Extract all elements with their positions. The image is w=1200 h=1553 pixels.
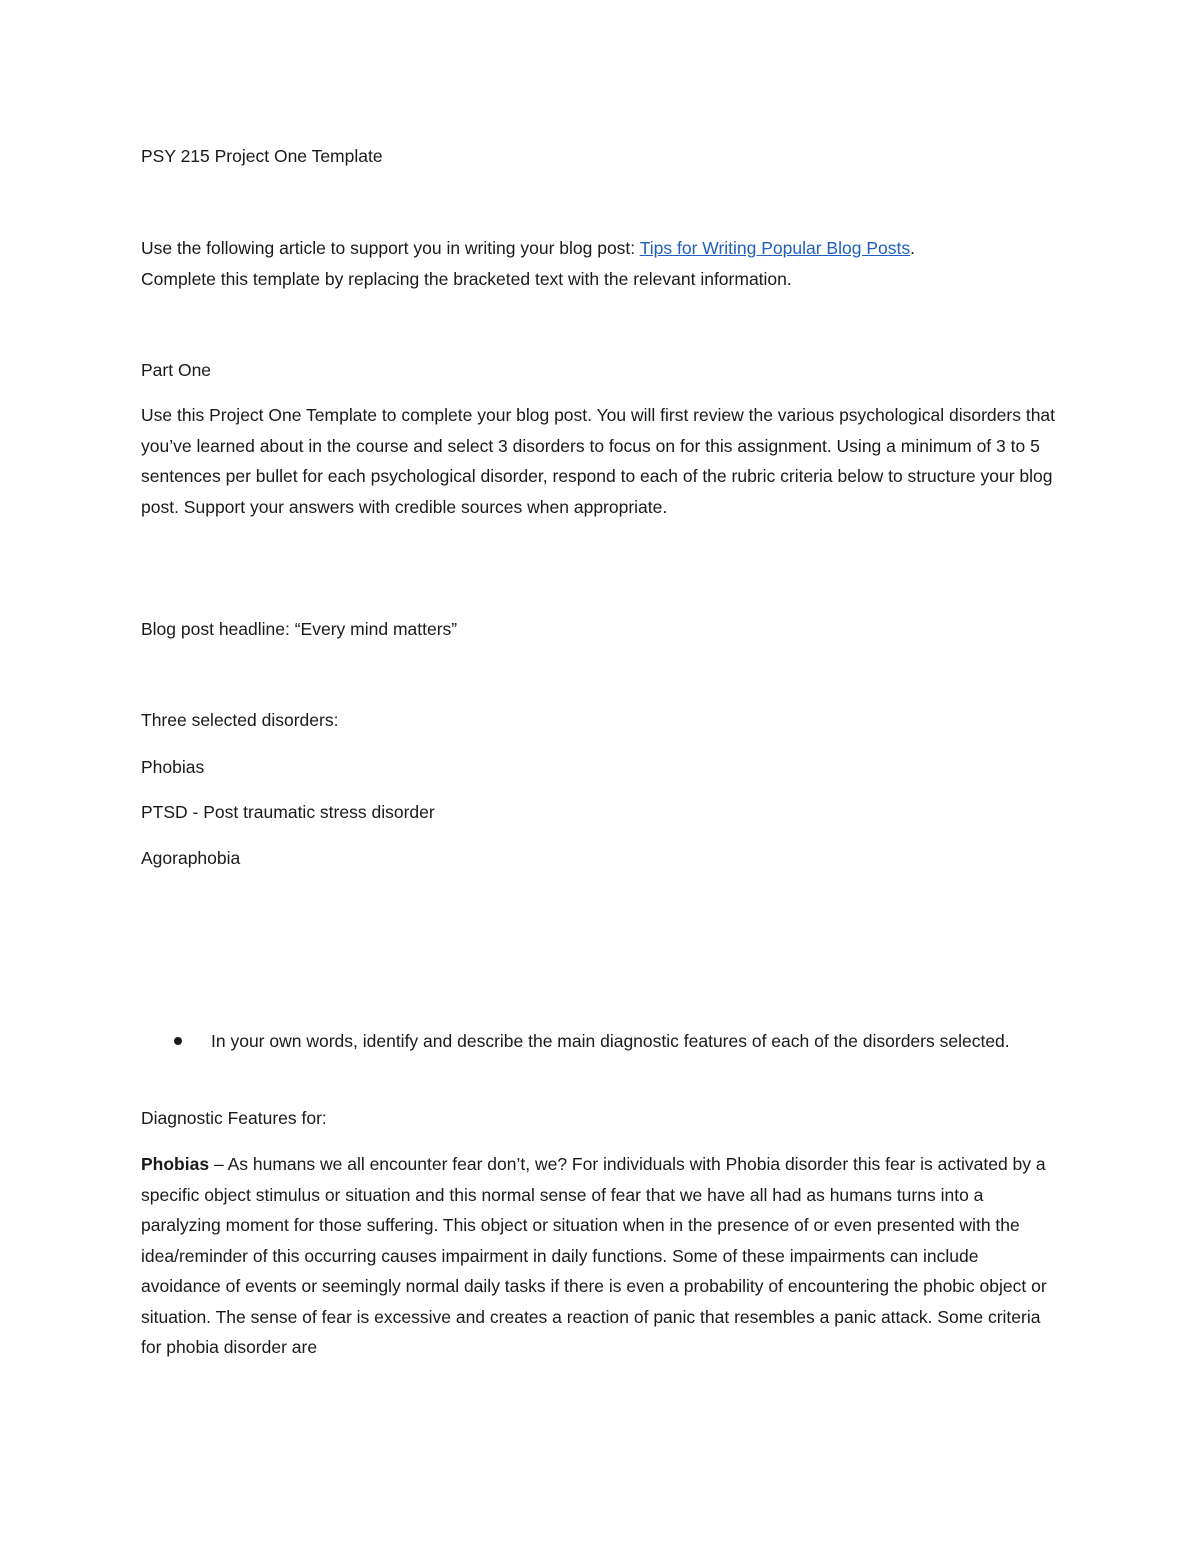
- blog-tips-link[interactable]: Tips for Writing Popular Blog Posts: [639, 238, 911, 258]
- intro-text: Use the following article to support you in writing your blog post:: [141, 238, 640, 258]
- criteria-text: In your own words, identify and describe the main diagnostic features of each of the disorders selected.: [211, 1031, 1010, 1051]
- criteria-bullet: [141, 1026, 1061, 1057]
- intro-paragraph: [141, 233, 1061, 294]
- disorder-item: PTSD - Post traumatic stress disorder: [141, 802, 435, 822]
- intro-line-2: Complete this template by replacing the bracketed text with the relevant information.: [141, 268, 792, 289]
- diagnostic-heading: Diagnostic Features for:: [141, 1108, 327, 1128]
- diagnostic-text: – As humans we all encounter fear don’t, we? For individuals with Phobia disorder this fear is activated by a specific object stimulus or situation and this normal sense of fear that we have all had as humans turns into a paralyzing moment for those suffering. This object or situation when in the presence of or even presented with the idea/reminder of this occurring causes impairment in daily functions. Some of these impairments can include avoidance of events or seemingly normal daily tasks if there is even a probability of encountering the phobic object or situation. The sense of fear is excessive and creates a reaction of panic that resembles a panic attack. Some criteria for phobia disorder are: [141, 1154, 1047, 1357]
- document-page: [141, 0, 1061, 1553]
- diagnostic-paragraph: [141, 1149, 1061, 1363]
- diagnostic-term: Phobias: [141, 1154, 210, 1174]
- criteria-list: [141, 1026, 1061, 1057]
- document-title: PSY 215 Project One Template: [141, 146, 383, 166]
- selected-disorders-heading: Three selected disorders:: [141, 710, 339, 730]
- blog-headline: Blog post headline: “Every mind matters”: [141, 619, 458, 639]
- part-one-heading: Part One: [141, 360, 212, 380]
- disorder-item: Phobias: [141, 757, 205, 777]
- intro-period: .: [910, 238, 915, 258]
- bullet-icon: [174, 1037, 182, 1045]
- disorder-item: Agoraphobia: [141, 848, 241, 868]
- part-one-instructions: Use this Project One Template to complete your blog post. You will first review the various psychological disorders that you’ve learned about in the course and select 3 disorders to focus on for this assignment. Using a minimum of 3 to 5 sentences per bullet for each psychological disorder, respond to each of the rubric criteria below to structure your blog post. Support your answers with credible sources when appropriate.: [141, 405, 1056, 517]
